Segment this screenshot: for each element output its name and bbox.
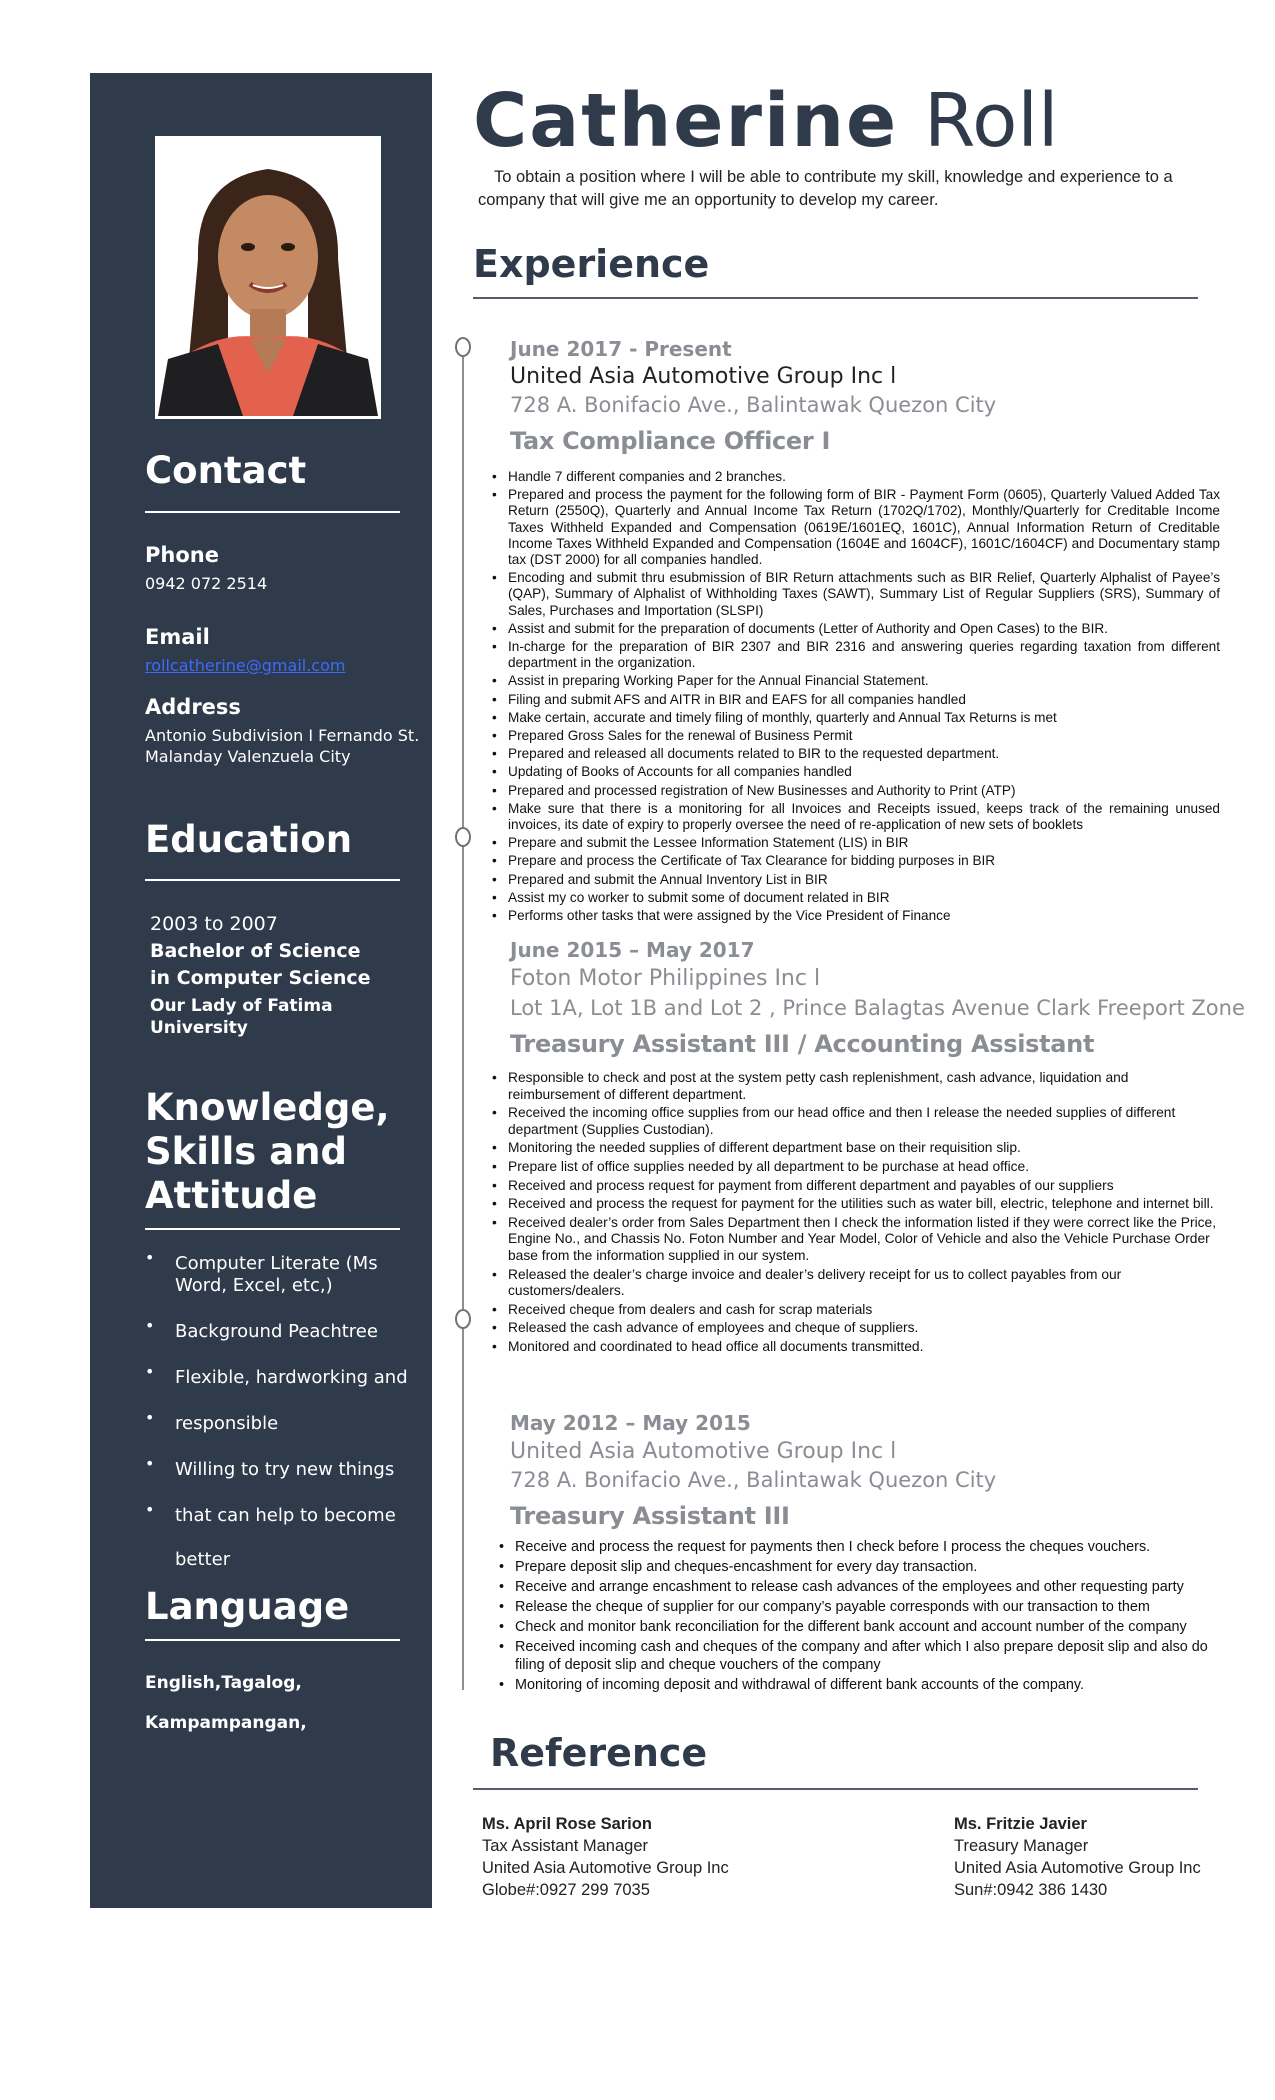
duty-item: • Assist in preparing Working Paper for the Annual Financial Statement. <box>490 673 1220 689</box>
duty-item: • Prepare and process the Certificate of Tax Clearance for bidding purposes in BIR <box>490 853 1220 869</box>
experience-divider <box>473 297 1198 299</box>
job-company: Foton Motor Philippines Inc l <box>510 966 821 991</box>
job-address: 728 A. Bonifacio Ave., Balintawak Quezon City <box>510 1468 997 1492</box>
duty-item: • Monitoring the needed supplies of different department base on their requisition slip. <box>490 1140 1220 1157</box>
skill-item: • responsible <box>145 1413 425 1459</box>
duty-item: • Make sure that there is a monitoring for all Invoices and Receipts issued, keeps track of the remaining unused invoices, its date of expiry to properly oversee the need of re-application of new sets of booklets <box>490 801 1220 833</box>
duty-item: • Prepared and processed registration of New Businesses and Authority to Print (ATP) <box>490 783 1220 799</box>
duty-item: • Responsible to check and post at the system petty cash replenishment, cash advance, liquidation and reimbursement of different department. <box>490 1070 1220 1103</box>
timeline-node <box>455 827 471 847</box>
duty-item: • Received the incoming office supplies from our head office and then I release the needed supplies of different department (Supplies Custodian). <box>490 1105 1220 1138</box>
reference-divider <box>473 1788 1198 1790</box>
duty-item: • Encoding and submit thru esubmission of BIR Return attachments such as BIR Relief, Quarterly Alphalist of Payee’s (QAP), Summary of Alphalist of Withholding Taxes (SAWT), Summary List of Regular Suppliers (SRS), Summary of Sales, Purchases and Importation (SLSPI) <box>490 570 1220 619</box>
job-company: United Asia Automotive Group Inc l <box>510 364 897 389</box>
duty-item: • In-charge for the preparation of BIR 2307 and BIR 2316 and answering queries regarding taxation from different department in the organization. <box>490 639 1220 671</box>
job-duties-list <box>497 1538 1217 1696</box>
reference-contact: Globe#:0927 299 7035 <box>482 1881 650 1899</box>
address-line-1: Antonio Subdivision I Fernando St. <box>145 726 420 745</box>
education-years: 2003 to 2007 <box>150 913 278 935</box>
education-degree-line-2: in Computer Science <box>150 967 371 989</box>
candidate-name <box>473 78 1058 164</box>
sidebar <box>90 73 432 1908</box>
contact-heading: Contact <box>145 449 307 492</box>
job-duties-list <box>490 469 1220 926</box>
profile-photo <box>155 136 381 419</box>
reference-heading: Reference <box>490 1731 708 1775</box>
job-address: Lot 1A, Lot 1B and Lot 2 , Prince Balagtas Avenue Clark Freeport Zone <box>510 996 1245 1020</box>
objective-statement: To obtain a position where I will be able to contribute my skill, knowledge and experience to a company that will give me an opportunity to develop my career. <box>478 168 1173 209</box>
timeline-node <box>455 337 471 357</box>
education-degree-line-1: Bachelor of Science <box>150 940 361 962</box>
skill-trailing-text: better <box>175 1549 231 1570</box>
profile-photo-image <box>158 139 378 416</box>
reference-name: Ms. Fritzie Javier <box>954 1815 1087 1833</box>
reference-company: United Asia Automotive Group Inc <box>954 1859 1201 1877</box>
duty-item: • Handle 7 different companies and 2 branches. <box>490 469 1220 485</box>
duty-item: • Prepare deposit slip and cheques-encashment for every day transaction. <box>497 1558 1217 1576</box>
duty-item: • Receive and arrange encashment to release cash advances of the employees and other requesting party <box>497 1578 1217 1596</box>
duty-item: • Prepared and released all documents related to BIR to the requested department. <box>490 746 1220 762</box>
duty-item: • Performs other tasks that were assigned by the Vice President of Finance <box>490 908 1220 924</box>
duty-item: • Received and process request for payment from different department and payables of our suppliers <box>490 1178 1220 1195</box>
duty-item: • Received and process the request for payment for the utilities such as water bill, electric, telephone and internet bill. <box>490 1196 1220 1213</box>
skill-item: • Willing to try new things <box>145 1459 425 1505</box>
skill-item: • Background Peachtree <box>145 1321 425 1367</box>
duty-item: • Release the cheque of supplier for our company’s payable corresponds with our transaction to them <box>497 1598 1217 1616</box>
email-label: Email <box>145 625 210 649</box>
language-line-1: English,Tagalog, <box>145 1673 302 1693</box>
duty-item: • Monitoring of incoming deposit and withdrawal of different bank accounts of the company. <box>497 1676 1217 1694</box>
duty-item: • Received incoming cash and cheques of the company and after which I also prepare deposit slip and also do filing of deposit slip and cheque vouchers of the company <box>497 1638 1217 1674</box>
language-line-2: Kampampangan, <box>145 1713 307 1733</box>
contact-divider <box>145 511 400 513</box>
job-address: 728 A. Bonifacio Ave., Balintawak Quezon City <box>510 393 997 417</box>
duty-item: • Updating of Books of Accounts for all companies handled <box>490 764 1220 780</box>
language-heading: Language <box>145 1585 350 1628</box>
phone-label: Phone <box>145 543 219 567</box>
skills-list <box>145 1253 425 1551</box>
address-line-2: Malanday Valenzuela City <box>145 747 351 766</box>
job-date: June 2017 - Present <box>510 337 732 361</box>
duty-item: • Released the dealer’s charge invoice and dealer’s delivery receipt for us to collect payables from our customers/dealers. <box>490 1267 1220 1300</box>
last-name: Roll <box>923 78 1059 164</box>
education-school-line-2: University <box>150 1018 248 1038</box>
experience-timeline <box>462 345 464 1690</box>
skills-heading-line-2: Skills and <box>145 1130 348 1173</box>
duty-item: • Make certain, accurate and timely filing of monthly, quarterly and Annual Tax Returns is met <box>490 710 1220 726</box>
timeline-node <box>455 1309 471 1329</box>
duty-item: • Assist and submit for the preparation of documents (Letter of Authority and Open Cases) to the BIR. <box>490 621 1220 637</box>
education-school-line-1: Our Lady of Fatima <box>150 996 333 1016</box>
duty-item: • Check and monitor bank reconciliation for the different bank account and account number of the company <box>497 1618 1217 1636</box>
job-title: Tax Compliance Officer I <box>510 427 831 455</box>
reference-position: Tax Assistant Manager <box>482 1837 648 1855</box>
duty-item: • Prepared and submit the Annual Inventory List in BIR <box>490 872 1220 888</box>
duty-item: • Receive and process the request for payments then I check before I process the cheques vouchers. <box>497 1538 1217 1556</box>
email-link[interactable]: rollcatherine@gmail.com <box>145 656 346 675</box>
duty-item: • Released the cash advance of employees and cheque of suppliers. <box>490 1320 1220 1337</box>
job-title: Treasury Assistant III / Accounting Assistant <box>510 1030 1095 1058</box>
address-label: Address <box>145 695 241 719</box>
job-title: Treasury Assistant III <box>510 1502 790 1530</box>
job-date: June 2015 – May 2017 <box>510 938 755 962</box>
skills-heading-line-3: Attitude <box>145 1174 318 1217</box>
reference-position: Treasury Manager <box>954 1837 1089 1855</box>
language-divider <box>145 1639 400 1641</box>
reference-company: United Asia Automotive Group Inc <box>482 1859 729 1877</box>
duty-item: • Prepared Gross Sales for the renewal of Business Permit <box>490 728 1220 744</box>
phone-value: 0942 072 2514 <box>145 574 268 593</box>
education-divider <box>145 879 400 881</box>
skill-item: • Computer Literate (Ms Word, Excel, etc,) <box>145 1253 425 1321</box>
duty-item: • Assist my co worker to submit some of document related in BIR <box>490 890 1220 906</box>
reference-contact: Sun#:0942 386 1430 <box>954 1881 1108 1899</box>
experience-heading: Experience <box>473 242 710 286</box>
duty-item: • Prepare list of office supplies needed by all department to be purchase at head office. <box>490 1159 1220 1176</box>
job-duties-list <box>490 1070 1220 1358</box>
first-name: Catherine <box>473 78 899 164</box>
duty-item: • Prepare and submit the Lessee Information Statement (LIS) in BIR <box>490 835 1220 851</box>
skills-heading-line-1: Knowledge, <box>145 1086 390 1129</box>
reference-name: Ms. April Rose Sarion <box>482 1815 652 1833</box>
duty-item: • Monitored and coordinated to head office all documents transmitted. <box>490 1339 1220 1356</box>
job-company: United Asia Automotive Group Inc l <box>510 1439 897 1464</box>
duty-item: • Received dealer’s order from Sales Department then I check the information listed if they were correct like the Price, Engine No., and Chassis No. Foton Number and Year Model, Color of Vehicle and also the Vehicle Purchase Order base from the information supplied in our system. <box>490 1215 1220 1265</box>
skill-item: • Flexible, hardworking and <box>145 1367 425 1413</box>
duty-item: • Received cheque from dealers and cash for scrap materials <box>490 1302 1220 1319</box>
duty-item: • Filing and submit AFS and AITR in BIR and EAFS for all companies handled <box>490 692 1220 708</box>
skills-divider <box>145 1228 400 1230</box>
education-heading: Education <box>145 818 353 861</box>
duty-item: • Prepared and process the payment for the following form of BIR - Payment Form (0605), Quarterly Valued Added Tax Return (2550Q), Quarterly and Annual Income Tax Return (1702Q/1702), Monthly/Quarterly for Creditable Income Taxes Withheld Expanded and Compensation (0619E/1601EQ, 1601C), Annual Information Return of Creditable Income Taxes Withheld Expanded and Compensation (1604E and 1604CF), 1601C/1604CF) and Documentary stamp tax (DST 2000) for all companies handled. <box>490 487 1220 568</box>
skill-item: • that can help to become <box>145 1505 425 1551</box>
job-date: May 2012 – May 2015 <box>510 1411 751 1435</box>
